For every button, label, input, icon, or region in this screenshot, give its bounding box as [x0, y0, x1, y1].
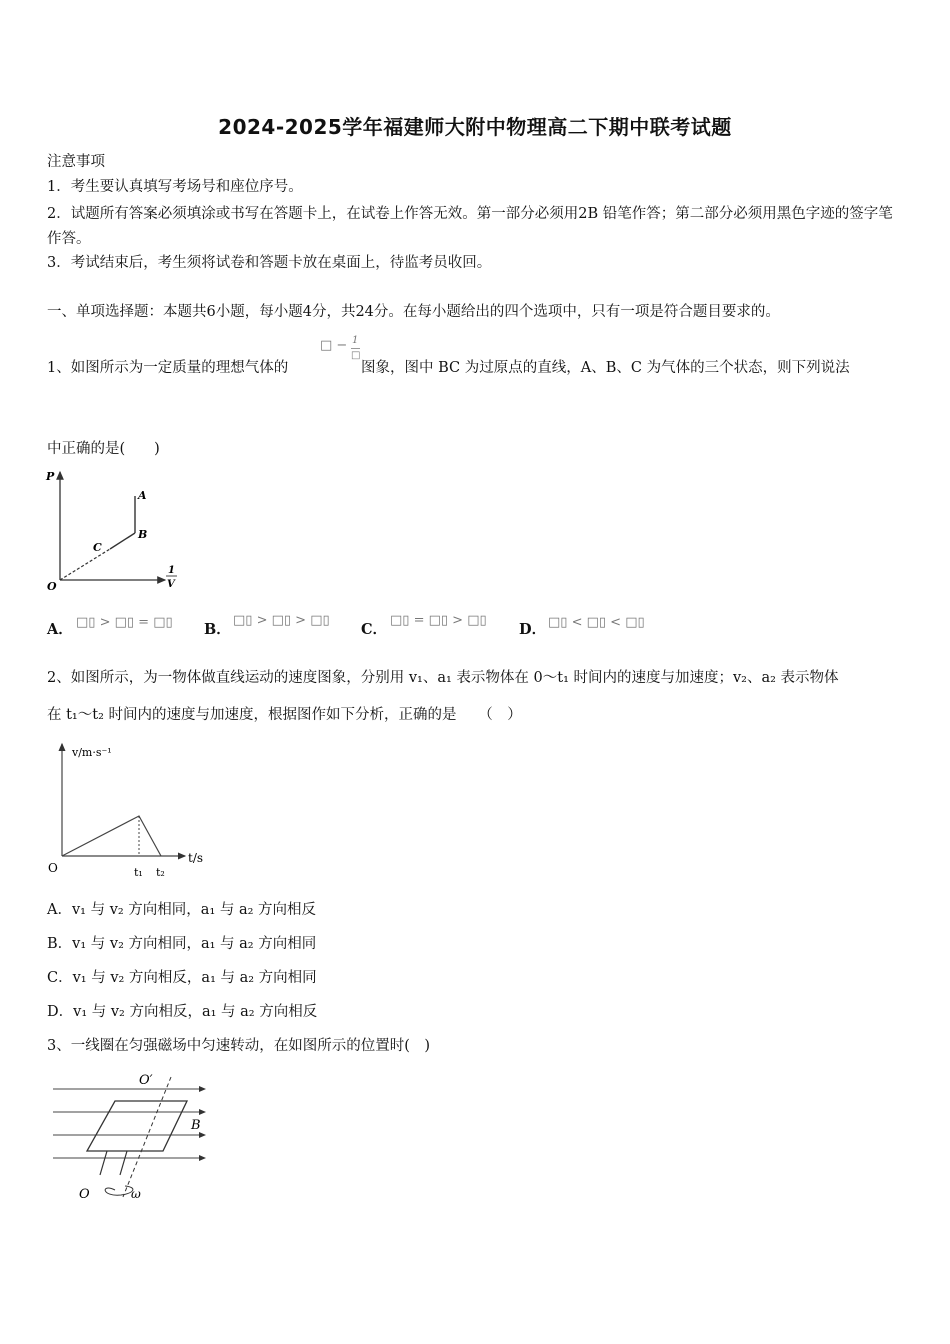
y-axis-label: P	[46, 470, 55, 483]
q1-option-b-letter: B．	[204, 621, 231, 638]
q1-stem-line2: 中正确的是( )	[47, 441, 160, 457]
t1-label: t₁	[134, 866, 143, 879]
q1-option-d-text: □▯ < □▯ < □▯	[548, 615, 645, 630]
v-axis-label: v/m·s⁻¹	[72, 746, 112, 759]
q2-vt-graph	[40, 738, 220, 883]
q2-option-d: D．v₁ 与 v₂ 方向相反，a₁ 与 a₂ 方向相反	[47, 1004, 318, 1020]
q1-formula-frac-num: 1	[352, 335, 359, 346]
q1-option-d-letter: D．	[519, 621, 547, 638]
notice-item-2: 2．试题所有答案必须填涂或书写在答题卡上，在试卷上作答无效。第一部分必须用2B 铅笔作答；第二部分必须用黑色字迹的签字笔作答。	[47, 206, 893, 247]
t-axis-label: t/s	[188, 851, 204, 865]
origin-label: O	[47, 580, 57, 593]
point-a-label: A	[138, 489, 147, 502]
notice-item-3: 3．考试结束后，考生须将试卷和答题卡放在桌面上，待监考员收回。	[47, 255, 492, 271]
point-c-label: C	[93, 541, 102, 554]
q1-stem-prefix: 1、如图所示为一定质量的理想气体的	[47, 360, 289, 376]
rotation-axis	[123, 1077, 171, 1197]
q1-formula-frac-den: □	[351, 350, 361, 361]
coil-lead	[100, 1151, 107, 1175]
q1-option-c-text: □▯ = □▯ > □▯	[390, 613, 487, 628]
q2-origin-label: O	[48, 861, 58, 875]
q2-option-b: B．v₁ 与 v₂ 方向相同，a₁ 与 a₂ 方向相同	[47, 936, 317, 952]
q1-stem-suffix: 图象，图中 BC 为过原点的直线，A、B、C 为气体的三个状态，则下列说法	[361, 360, 850, 376]
notice-item-1: 1．考生要认真填写考场号和座位序号。	[47, 179, 303, 195]
omega-label: ω	[131, 1187, 141, 1201]
x-axis-label-den: V	[167, 579, 175, 590]
notice-heading: 注意事项	[47, 154, 105, 170]
x-axis-label-num: 1	[168, 565, 175, 576]
q1-option-a-text: □▯ > □▯ = □▯	[76, 615, 173, 630]
q2-option-c: C．v₁ 与 v₂ 方向相反，a₁ 与 a₂ 方向相同	[47, 970, 317, 986]
rotation-arrow	[105, 1186, 133, 1195]
q1-formula-lhs: □ −	[320, 338, 348, 353]
field-label: B	[191, 1118, 201, 1133]
point-b-label: B	[138, 528, 148, 541]
q2-stem-line1: 2、如图所示，为一物体做直线运动的速度图象，分别用 v₁、a₁ 表示物体在 0～t₁ 时间内的速度与加速度；v₂、a₂ 表示物体	[47, 670, 839, 686]
coil-lead	[120, 1151, 127, 1175]
q3-coil-diagram	[45, 1065, 225, 1205]
q1-pv-graph	[40, 466, 190, 596]
bc-extension-line	[60, 549, 110, 580]
q1-option-a-letter: A．	[47, 621, 73, 638]
q2-stem-line2: 在 t₁～t₂ 时间内的速度与加速度，根据图作如下分析，正确的是 （ ）	[47, 707, 522, 723]
q1-option-b-text: □▯ > □▯ > □▯	[233, 613, 330, 628]
q1-formula-frac-bar	[351, 348, 360, 349]
q1-option-c-letter: C．	[361, 621, 388, 638]
velocity-line	[62, 816, 161, 856]
axis-top-label: O′	[139, 1073, 153, 1088]
coil-loop	[87, 1101, 187, 1151]
t2-label: t₂	[156, 866, 165, 879]
axis-bottom-label: O	[79, 1187, 90, 1202]
q3-stem: 3、一线圈在匀强磁场中匀速转动，在如图所示的位置时( )	[47, 1038, 431, 1054]
section-heading: 一、单项选择题：本题共6小题，每小题4分，共24分。在每小题给出的四个选项中，只有一项是符合题目要求的。	[47, 304, 780, 320]
bc-line	[110, 533, 135, 549]
q2-option-a: A．v₁ 与 v₂ 方向相同，a₁ 与 a₂ 方向相反	[47, 902, 317, 918]
page-title: 2024-2025学年福建师大附中物理高二下期中联考试题	[218, 115, 732, 139]
